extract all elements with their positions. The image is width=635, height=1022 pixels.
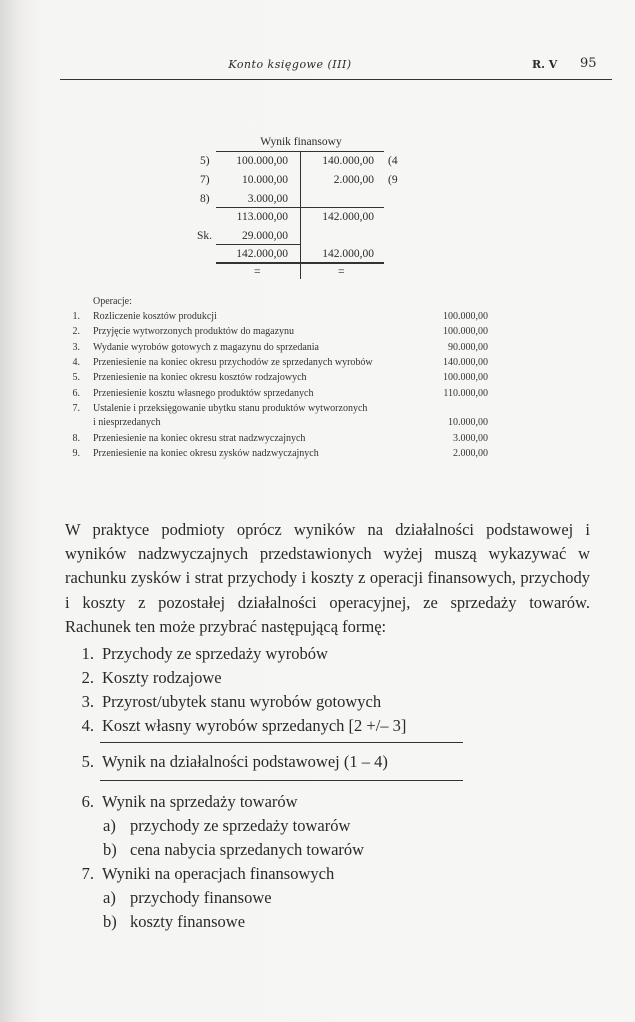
form-item-number: 5.	[81, 752, 94, 771]
form-item-text: Koszt własny wyrobów sprzedanych [2 +/– 3]	[102, 716, 407, 735]
operation-number: 5.	[72, 372, 80, 384]
sub-item-letter: b)	[103, 840, 117, 859]
equals-mark: =	[254, 266, 261, 278]
sub-item-letter: a)	[103, 888, 116, 907]
running-title: Konto księgowe (III)	[228, 58, 352, 71]
entry-ref: 5)	[200, 155, 210, 167]
body-paragraph	[65, 518, 590, 639]
form-item-number: 4.	[81, 716, 94, 735]
operation-text: Rozliczenie kosztów produkcji	[93, 311, 217, 322]
operation-amount: 100.000,00	[443, 326, 488, 338]
sub-item-text: koszty finansowe	[130, 912, 246, 931]
debit-value: 10.000,00	[242, 174, 288, 186]
form-item-text: Przychody ze sprzedaży wyrobów	[102, 644, 328, 663]
closing-label: Sk.	[197, 230, 213, 242]
t-account-divider	[300, 151, 301, 279]
operation-number: 6.	[72, 387, 80, 399]
form-item-text: Wynik na działalności podstawowej (1 – 4)	[102, 752, 388, 771]
sub-item-text: przychody ze sprzedaży towarów	[130, 816, 351, 835]
sub-item-text: przychody finansowe	[130, 888, 272, 907]
total-double-rule	[216, 262, 384, 264]
form-item-number: 2.	[81, 668, 94, 687]
operation-text: Przeniesienie na koniec okresu przychodów ze sprzedanych wyrobów	[93, 356, 373, 368]
operation-number: 4.	[72, 356, 80, 368]
operation-text: Przeniesienie na koniec okresu zysków nadzwyczajnych	[93, 447, 319, 459]
entry-ref: (9	[388, 174, 398, 186]
debit-subtotal: 113.000,00	[236, 211, 288, 223]
operation-amount: 140.000,00	[443, 356, 488, 368]
entry-ref: 7)	[200, 174, 210, 186]
operation-text: Przyjęcie wytworzonych produktów do magazynu	[93, 326, 295, 338]
t-account-title: Wynik finansowy	[260, 136, 342, 148]
separator-rule	[100, 742, 463, 743]
form-item-text: Wyniki na operacjach finansowych	[102, 864, 335, 883]
entry-ref: (4	[388, 155, 398, 167]
operation-amount: 10.000,00	[448, 417, 488, 429]
operation-text: Przeniesienie na koniec okresu strat nadzwyczajnych	[93, 432, 306, 444]
form-item-number: 1.	[81, 644, 94, 663]
equals-mark: =	[338, 266, 345, 278]
closing-balance: 29.000,00	[242, 230, 288, 242]
chapter-label: R. V	[532, 58, 558, 71]
subtotal-rule	[216, 207, 384, 208]
paragraph-text: W praktyce podmioty oprócz wyników na działalności podstawowej i wyników nadzwyczajnych przedstawionych wyżej muszą wykazywać w rachunku zysków i strat przychody i koszty z operacji finansowych, przychody i koszty z pozostałej działalności operacyjnej, ze sprzedaży towarów. Rachunek ten może przybrać następującą formę:	[65, 520, 590, 636]
sub-item-letter: a)	[103, 816, 116, 835]
operation-amount: 90.000,00	[448, 341, 488, 353]
debit-value: 3.000,00	[247, 193, 288, 205]
operation-number: 1.	[72, 311, 80, 322]
credit-subtotal: 142.000,00	[322, 211, 374, 223]
form-item-number: 6.	[81, 792, 94, 811]
operation-amount: 100.000,00	[443, 311, 488, 322]
operation-amount: 100.000,00	[443, 372, 488, 384]
operation-number: 2.	[72, 326, 80, 338]
operation-number: 7.	[72, 402, 80, 414]
debit-total: 142.000,00	[236, 248, 288, 260]
header-rule	[60, 79, 612, 80]
operation-number: 9.	[72, 447, 80, 459]
operation-number: 3.	[72, 341, 80, 353]
form-item-number: 3.	[81, 692, 94, 711]
operation-text: Przeniesienie kosztu własnego produktów sprzedanych	[93, 387, 314, 399]
form-item-text: Wynik na sprzedaży towarów	[102, 792, 298, 811]
closing-rule	[216, 244, 300, 245]
operation-text: Wydanie wyrobów gotowych z magazynu do sprzedania	[93, 341, 319, 353]
credit-value: 140.000,00	[322, 155, 374, 167]
separator-rule	[100, 780, 463, 781]
credit-total: 142.000,00	[322, 248, 374, 260]
operation-amount: 3.000,00	[453, 432, 488, 444]
form-item-number: 7.	[81, 864, 94, 883]
operation-text: Ustalenie i przeksięgowanie ubytku stanu produktów wytworzonych	[93, 402, 368, 414]
form-item-text: Przyrost/ubytek stanu wyrobów gotowych	[102, 692, 382, 711]
operation-number: 8.	[72, 432, 80, 444]
page-number: 95	[580, 56, 597, 71]
operation-text: Przeniesienie na koniec okresu kosztów rodzajowych	[93, 372, 307, 384]
entry-ref: 8)	[200, 193, 210, 205]
debit-value: 100.000,00	[236, 155, 288, 167]
sub-item-text: cena nabycia sprzedanych towarów	[130, 840, 365, 859]
operations-heading: Operacje:	[93, 296, 132, 307]
form-item-text: Koszty rodzajowe	[102, 668, 222, 687]
credit-value: 2.000,00	[333, 174, 374, 186]
operation-text-continued: i niesprzedanych	[93, 417, 161, 429]
sub-item-letter: b)	[103, 912, 117, 931]
operation-amount: 2.000,00	[453, 447, 488, 459]
operation-amount: 110.000,00	[443, 387, 488, 399]
